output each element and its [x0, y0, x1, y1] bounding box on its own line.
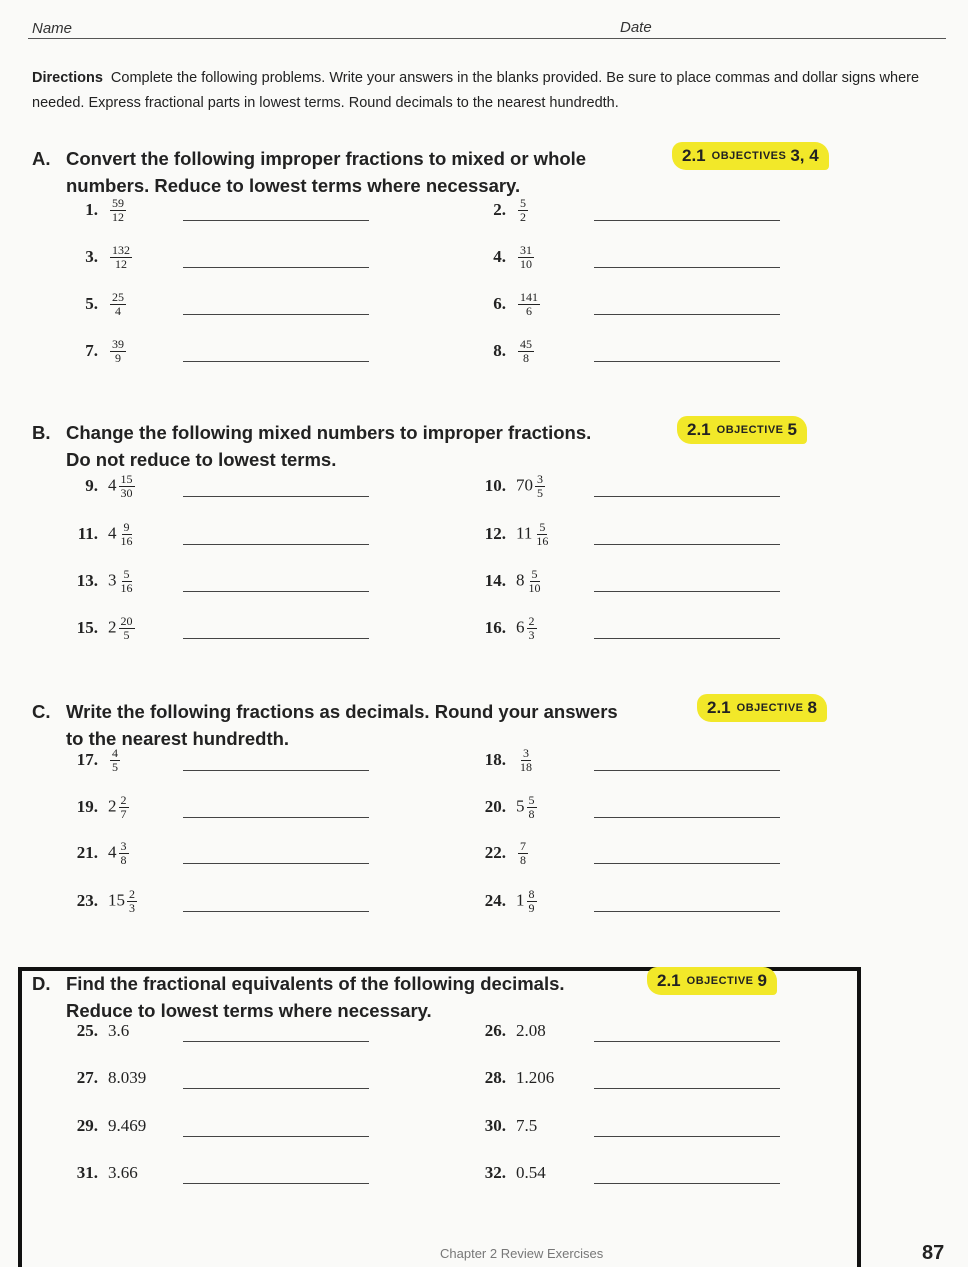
- answer-blank[interactable]: [594, 544, 780, 545]
- problem-12: [466, 514, 550, 554]
- whole-part: 6: [516, 616, 525, 636]
- problem-number: 15.: [76, 618, 98, 637]
- directions-text: Complete the following problems. Write your answers in the blanks provided. Be sure to place commas and dollar signs where needed. Express fractional parts in lowest terms. Round decimals to the nearest hundredth.: [32, 70, 920, 111]
- fraction-stack: [119, 794, 129, 821]
- numerator: 5: [539, 519, 546, 534]
- numerator: 45: [520, 336, 532, 351]
- problem-number: 32.: [484, 1163, 506, 1182]
- denominator: 3: [528, 627, 535, 642]
- denominator: 10: [520, 256, 532, 271]
- problem-number: 31.: [76, 1163, 98, 1182]
- numerator: 2: [129, 886, 135, 901]
- denominator: 16: [120, 533, 133, 548]
- numerator: 2: [528, 613, 535, 628]
- whole-part: 4: [108, 522, 117, 542]
- problem-number: 3.: [85, 247, 98, 266]
- answer-blank[interactable]: [594, 911, 780, 912]
- denominator: 12: [115, 256, 127, 271]
- fraction-stack: [534, 521, 550, 548]
- objective-badge-d: 2.1 OBJECTIVE 9: [647, 967, 777, 995]
- answer-blank[interactable]: [594, 314, 780, 315]
- fraction: [516, 338, 534, 365]
- mixed-number: [516, 521, 550, 548]
- fraction-stack: [119, 568, 135, 595]
- denominator: 16: [120, 580, 133, 595]
- problem-number: 16.: [484, 618, 506, 637]
- denominator: 8: [120, 852, 127, 867]
- answer-blank[interactable]: [594, 496, 780, 497]
- numerator: 20: [120, 613, 133, 628]
- numerator: 141: [520, 289, 538, 304]
- problem-16: [466, 608, 537, 648]
- problem-number: 29.: [76, 1116, 98, 1135]
- problem-22: [466, 833, 528, 873]
- numerator: 15: [120, 471, 133, 486]
- problem-10: [466, 466, 545, 506]
- fraction-stack: [518, 338, 534, 365]
- denominator: 18: [520, 759, 532, 774]
- denominator: 2: [520, 209, 526, 224]
- answer-blank[interactable]: [183, 314, 369, 315]
- denominator: 16: [536, 533, 549, 548]
- answer-blank[interactable]: [594, 638, 780, 639]
- numerator: 3: [537, 471, 543, 486]
- whole-part: 70: [516, 474, 533, 494]
- denominator: 3: [129, 900, 135, 915]
- fraction-stack: [518, 747, 534, 774]
- problem-25: [58, 1011, 129, 1051]
- answer-blank[interactable]: [183, 267, 369, 268]
- problem-30: [466, 1106, 537, 1146]
- denominator: 4: [115, 303, 121, 318]
- directions: [32, 66, 932, 116]
- problem-14: [466, 561, 543, 601]
- problem-number: 7.: [85, 341, 98, 360]
- fraction: [108, 747, 120, 774]
- numerator: 31: [520, 242, 532, 257]
- whole-part: 15: [108, 889, 125, 909]
- fraction: [108, 197, 126, 224]
- fraction: [108, 291, 126, 318]
- answer-blank[interactable]: [183, 544, 369, 545]
- answer-blank[interactable]: [183, 1136, 369, 1137]
- problem-number: 2.: [493, 200, 506, 219]
- numerator: 59: [112, 195, 124, 210]
- fraction-stack: [518, 197, 528, 224]
- problem-19: [58, 787, 129, 827]
- fraction-stack: [119, 840, 129, 867]
- problem-number: 19.: [76, 797, 98, 816]
- answer-blank[interactable]: [183, 770, 369, 771]
- fraction-stack: [119, 473, 135, 500]
- denominator: 8: [520, 852, 526, 867]
- chapter-footer: Chapter 2 Review Exercises: [440, 1246, 604, 1261]
- whole-part: 4: [108, 841, 117, 861]
- section-c-heading: C. Write the following fractions as decimals. Round your answers to the nearest hundredth.: [32, 698, 618, 752]
- fraction: [108, 244, 132, 271]
- fraction-stack: [527, 615, 537, 642]
- problem-31: [58, 1153, 138, 1193]
- numerator: 5: [520, 195, 526, 210]
- problem-number: 24.: [484, 891, 506, 910]
- problem-9: [58, 466, 135, 506]
- answer-blank[interactable]: [183, 817, 369, 818]
- problem-28: [466, 1058, 554, 1098]
- date-label: Date: [620, 19, 652, 36]
- mixed-number: [516, 794, 537, 821]
- answer-blank[interactable]: [594, 361, 780, 362]
- mixed-number: [108, 888, 137, 915]
- section-letter: B.: [32, 422, 51, 443]
- problem-11: [58, 514, 135, 554]
- numerator: 39: [112, 336, 124, 351]
- problem-number: 5.: [85, 294, 98, 313]
- fraction: [516, 291, 540, 318]
- problem-number: 22.: [484, 843, 506, 862]
- numerator: 9: [123, 519, 130, 534]
- numerator: 3: [523, 745, 529, 760]
- problem-number: 26.: [484, 1021, 506, 1040]
- objective-badge-b: 2.1 OBJECTIVE 5: [677, 416, 807, 444]
- problem-20: [466, 787, 537, 827]
- decimal-value: 8.039: [108, 1068, 147, 1087]
- problem-26: [466, 1011, 546, 1051]
- problem-4: [466, 237, 534, 277]
- problem-27: [58, 1058, 146, 1098]
- mixed-number: [108, 568, 135, 595]
- fraction: [516, 747, 534, 774]
- problem-3: [58, 237, 132, 277]
- problem-23: [58, 881, 137, 921]
- problem-number: 10.: [484, 476, 506, 495]
- answer-blank[interactable]: [183, 220, 369, 221]
- fraction: [108, 338, 126, 365]
- answer-blank[interactable]: [183, 863, 369, 864]
- whole-part: 2: [108, 795, 117, 815]
- whole-part: 8: [516, 569, 525, 589]
- answer-blank[interactable]: [183, 1183, 369, 1184]
- answer-blank[interactable]: [594, 591, 780, 592]
- fraction-stack: [518, 840, 528, 867]
- fraction: [516, 244, 534, 271]
- answer-blank[interactable]: [183, 1041, 369, 1042]
- answer-blank[interactable]: [594, 1088, 780, 1089]
- mixed-number: [108, 521, 135, 548]
- numerator: 2: [120, 792, 127, 807]
- directions-label: Directions: [32, 70, 103, 86]
- denominator: 5: [112, 759, 118, 774]
- decimal-value: 2.08: [516, 1021, 546, 1040]
- denominator: 12: [112, 209, 124, 224]
- problem-number: 4.: [493, 247, 506, 266]
- denominator: 9: [528, 900, 535, 915]
- problem-number: 28.: [484, 1068, 506, 1087]
- fraction-stack: [535, 473, 545, 500]
- whole-part: 11: [516, 522, 533, 542]
- decimal-value: 1.206: [516, 1068, 555, 1087]
- answer-blank[interactable]: [594, 817, 780, 818]
- answer-blank[interactable]: [594, 770, 780, 771]
- problem-number: 9.: [85, 476, 98, 495]
- problem-number: 27.: [76, 1068, 98, 1087]
- problem-number: 17.: [76, 750, 98, 769]
- answer-blank[interactable]: [594, 220, 780, 221]
- problem-number: 30.: [484, 1116, 506, 1135]
- page-number: 87: [922, 1242, 945, 1264]
- mixed-number: [516, 615, 537, 642]
- problem-5: [58, 284, 126, 324]
- mixed-number: [516, 568, 543, 595]
- answer-blank[interactable]: [594, 267, 780, 268]
- fraction-stack: [527, 888, 537, 915]
- answer-blank[interactable]: [183, 1088, 369, 1089]
- mixed-number: [108, 840, 129, 867]
- problem-number: 1.: [85, 200, 98, 219]
- fraction-stack: [518, 244, 534, 271]
- numerator: 25: [112, 289, 124, 304]
- answer-blank[interactable]: [183, 638, 369, 639]
- problem-32: [466, 1153, 546, 1193]
- problem-number: 13.: [76, 571, 98, 590]
- section-letter: A.: [32, 148, 51, 169]
- problem-15: [58, 608, 135, 648]
- fraction-stack: [110, 338, 126, 365]
- mixed-number: [108, 615, 135, 642]
- section-b-heading: B. Change the following mixed numbers to improper fractions. Do not reduce to lowest terms.: [32, 419, 591, 473]
- problem-2: [466, 190, 528, 230]
- problem-13: [58, 561, 135, 601]
- mixed-number: [516, 888, 537, 915]
- numerator: 5: [528, 792, 535, 807]
- objective-badge-a: 2.1 OBJECTIVES 3, 4: [672, 142, 829, 170]
- fraction-stack: [110, 291, 126, 318]
- decimal-value: 9.469: [108, 1116, 147, 1135]
- numerator: 132: [112, 242, 130, 257]
- problem-number: 21.: [76, 843, 98, 862]
- mixed-number: [108, 794, 129, 821]
- answer-blank[interactable]: [183, 911, 369, 912]
- fraction-stack: [119, 615, 135, 642]
- denominator: 6: [526, 303, 532, 318]
- fraction: [516, 197, 528, 224]
- fraction-stack: [110, 747, 120, 774]
- fraction-stack: [110, 197, 126, 224]
- denominator: 30: [120, 485, 133, 500]
- numerator: 8: [528, 886, 535, 901]
- fraction-stack: [527, 568, 543, 595]
- problem-number: 8.: [493, 341, 506, 360]
- answer-blank[interactable]: [594, 1136, 780, 1137]
- problem-17: [58, 740, 120, 780]
- objective-badge-c: 2.1 OBJECTIVE 8: [697, 694, 827, 722]
- header-rule: [28, 38, 946, 39]
- answer-blank[interactable]: [594, 1183, 780, 1184]
- denominator: 9: [115, 350, 121, 365]
- problem-8: [466, 331, 534, 371]
- whole-part: 5: [516, 795, 525, 815]
- section-letter: C.: [32, 701, 51, 722]
- denominator: 8: [523, 350, 529, 365]
- whole-part: 4: [108, 474, 117, 494]
- numerator: 5: [123, 566, 130, 581]
- whole-part: 2: [108, 616, 117, 636]
- decimal-value: 3.6: [108, 1021, 130, 1040]
- decimal-value: 3.66: [108, 1163, 138, 1182]
- fraction-stack: [527, 794, 537, 821]
- fraction-stack: [127, 888, 137, 915]
- answer-blank[interactable]: [183, 496, 369, 497]
- problem-number: 18.: [484, 750, 506, 769]
- fraction: [516, 840, 528, 867]
- answer-blank[interactable]: [183, 591, 369, 592]
- fraction-stack: [119, 521, 135, 548]
- denominator: 5: [537, 485, 543, 500]
- problem-29: [58, 1106, 146, 1146]
- problem-number: 12.: [484, 524, 506, 543]
- decimal-value: 7.5: [516, 1116, 538, 1135]
- section-d-heading: D. Find the fractional equivalents of the following decimals. Reduce to lowest terms where necessary.: [32, 970, 565, 1024]
- whole-part: 1: [516, 889, 525, 909]
- answer-blank[interactable]: [594, 1041, 780, 1042]
- numerator: 4: [112, 745, 118, 760]
- problem-24: [466, 881, 537, 921]
- problem-number: 11.: [77, 524, 98, 543]
- answer-blank[interactable]: [183, 361, 369, 362]
- problem-number: 25.: [76, 1021, 98, 1040]
- decimal-value: 0.54: [516, 1163, 546, 1182]
- numerator: 5: [531, 566, 538, 581]
- problem-number: 6.: [493, 294, 506, 313]
- denominator: 10: [528, 580, 541, 595]
- denominator: 8: [528, 806, 535, 821]
- section-a-heading: A. Convert the following improper fractions to mixed or whole numbers. Reduce to lowest terms where necessary.: [32, 145, 586, 199]
- section-letter: D.: [32, 973, 51, 994]
- denominator: 5: [123, 627, 130, 642]
- problem-1: [58, 190, 126, 230]
- problem-6: [466, 284, 540, 324]
- numerator: 3: [120, 838, 127, 853]
- problem-18: [466, 740, 534, 780]
- problem-number: 14.: [484, 571, 506, 590]
- denominator: 7: [120, 806, 127, 821]
- numerator: 7: [520, 838, 526, 853]
- whole-part: 3: [108, 569, 117, 589]
- problem-21: [58, 833, 129, 873]
- problem-number: 23.: [76, 891, 98, 910]
- mixed-number: [516, 473, 545, 500]
- fraction-stack: [110, 244, 132, 271]
- mixed-number: [108, 473, 135, 500]
- problem-7: [58, 331, 126, 371]
- name-label: Name: [32, 20, 73, 37]
- problem-number: 20.: [484, 797, 506, 816]
- fraction-stack: [518, 291, 540, 318]
- answer-blank[interactable]: [594, 863, 780, 864]
